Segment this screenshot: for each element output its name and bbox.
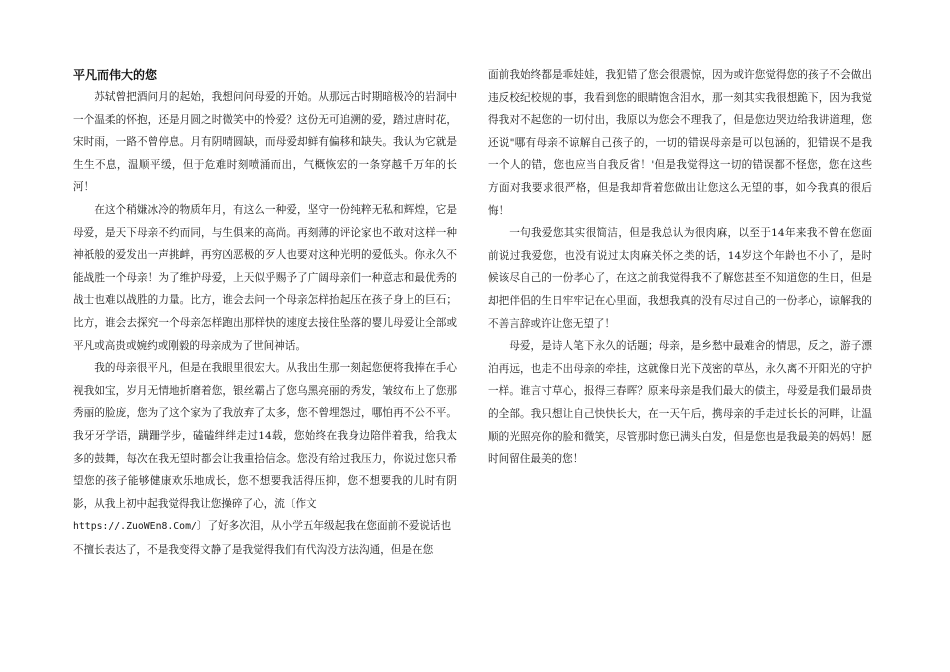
paragraph-3-continued: 面前我始终都是乖娃娃，我犯错了您会很震惊，因为或许您觉得您的孩子不会做出违反校纪校规的事，我看到您的眼睛饱含泪水，那一刻其实我很想跪下，因为我觉得我对不起您的一切付出，我原以为您会不理我了，但是您边哭边给我讲道理，您还说"哪有母亲不谅解自己孩子的，一切的错误母亲是可以包涵的，犯错误不是我一个人的错，您也应当自我反省！'但是我觉得这一切的错误都不怪您，您在这些方面对我要求很严格，但是我却背着您做出让您这么无望的事，如今我真的很后悔！ bbox=[488, 69, 872, 217]
left-column bbox=[73, 64, 457, 561]
paragraph-3: 我的母亲很平凡，但是在我眼里很宏大。从我出生那一刻起您便将我捧在手心视我如宝，岁月无情地折磨着您，银丝霸占了您乌黑亮丽的秀发，皱纹布上了您那秀丽的脸庞，您为了这个家为了我放弃了太多，您不曾埋怨过，哪怕再不公不平。我牙牙学语，蹒跚学步，磕磕绊绊走过14载，您始终在我身边陪伴着我，给我太多的鼓舞，每次在我无望时都会让我重拾信念。您没有给过我压力，你说过您只希望您的孩子能够健康欢乐地成长，您不想要我活得压抑，您不想要我的儿时有阴影，从我上初中起我觉得我让您操碎了心，流〔作文 bbox=[73, 362, 457, 510]
paragraph-4: 一句我爱您其实很简洁，但是我总认为很肉麻，以至于14年来我不曾在您面前说过我爱您，也没有说过太肉麻关怀之类的话，14岁这个年龄也不小了，是时候该尽自己的一份孝心了，在这之前我觉得我不了解您甚至不知道您的生日，但是却把伴侣的生日牢牢记在心里面，我想我真的没有尽过自己的一份孝心，谅解我的不善言辞或许让您无望了！ bbox=[488, 227, 872, 330]
source-url[interactable]: https://.ZuoWEn8.Com/ bbox=[73, 521, 197, 533]
article-title: 平凡而伟大的您 bbox=[73, 68, 158, 82]
left-column-tail: 不擅长表达了，不是我变得文静了是我觉得我们有代沟没方法沟通，但是在您 bbox=[73, 543, 434, 556]
url-line-rest: 〕了好多次泪，从小学五年级起我在您面前不爱说话也 bbox=[196, 520, 452, 533]
paragraph-5: 母爱，是诗人笔下永久的话题；母亲，是乡愁中最难舍的情思，反之，游子漂泊再远，也走不出母亲的牵挂，这就像日光下茂密的草丛，永久离不开阳光的守护一样。谁言寸草心，报得三春晖？原来母亲是我们最大的债主，母爱是我们最昂贵的全部。我只想让自己快快长大，在一天午后，携母亲的手走过长长的河畔，让温顺的光照亮你的脸和微笑，尽管那时您已满头白发，但是您也是我最美的妈妈！愿时间留住最美的您！ bbox=[488, 340, 872, 466]
right-column bbox=[488, 64, 872, 471]
url-line bbox=[73, 515, 457, 539]
paragraph-2: 在这个稍嫌冰冷的物质年月，有这么一种爱，坚守一份纯粹无私和辉煌，它是母爱，是天下母亲不约而同，与生俱来的高尚。再刻薄的评论家也不敢对这样一种神祇般的爱发出一声挑衅，再穷凶恶极的歹人也要对这种光明的爱低头。你永久不能战胜一个母亲！为了维护母爱，上天似乎赐予了广阔母亲们一种意志和最优秀的战士也难以战胜的力量。比方，谁会去问一个母亲怎样抬起压在孩子身上的巨石；比方，谁会去探究一个母亲怎样跑出那样快的速度去接住坠落的婴儿母爱让全部或平凡或高贵或婉约或刚毅的母亲成为了世间神话。 bbox=[73, 203, 457, 352]
paragraph-1: 苏轼曾把酒问月的起始，我想问问母爱的开始。从那远古时期暗极冷的岩洞中一个温柔的怀抱，还是月圆之时微笑中的怜爱？这份无可追溯的爱，踏过唐时花，宋时雨，一路不曾停息。月有阴晴圆缺，而母爱却鲜有偏移和缺失。我认为它就是生生不息，温顺平缓，但于危难时刻喷涌而出，气概恢宏的一条穿越千万年的长河！ bbox=[73, 91, 457, 194]
